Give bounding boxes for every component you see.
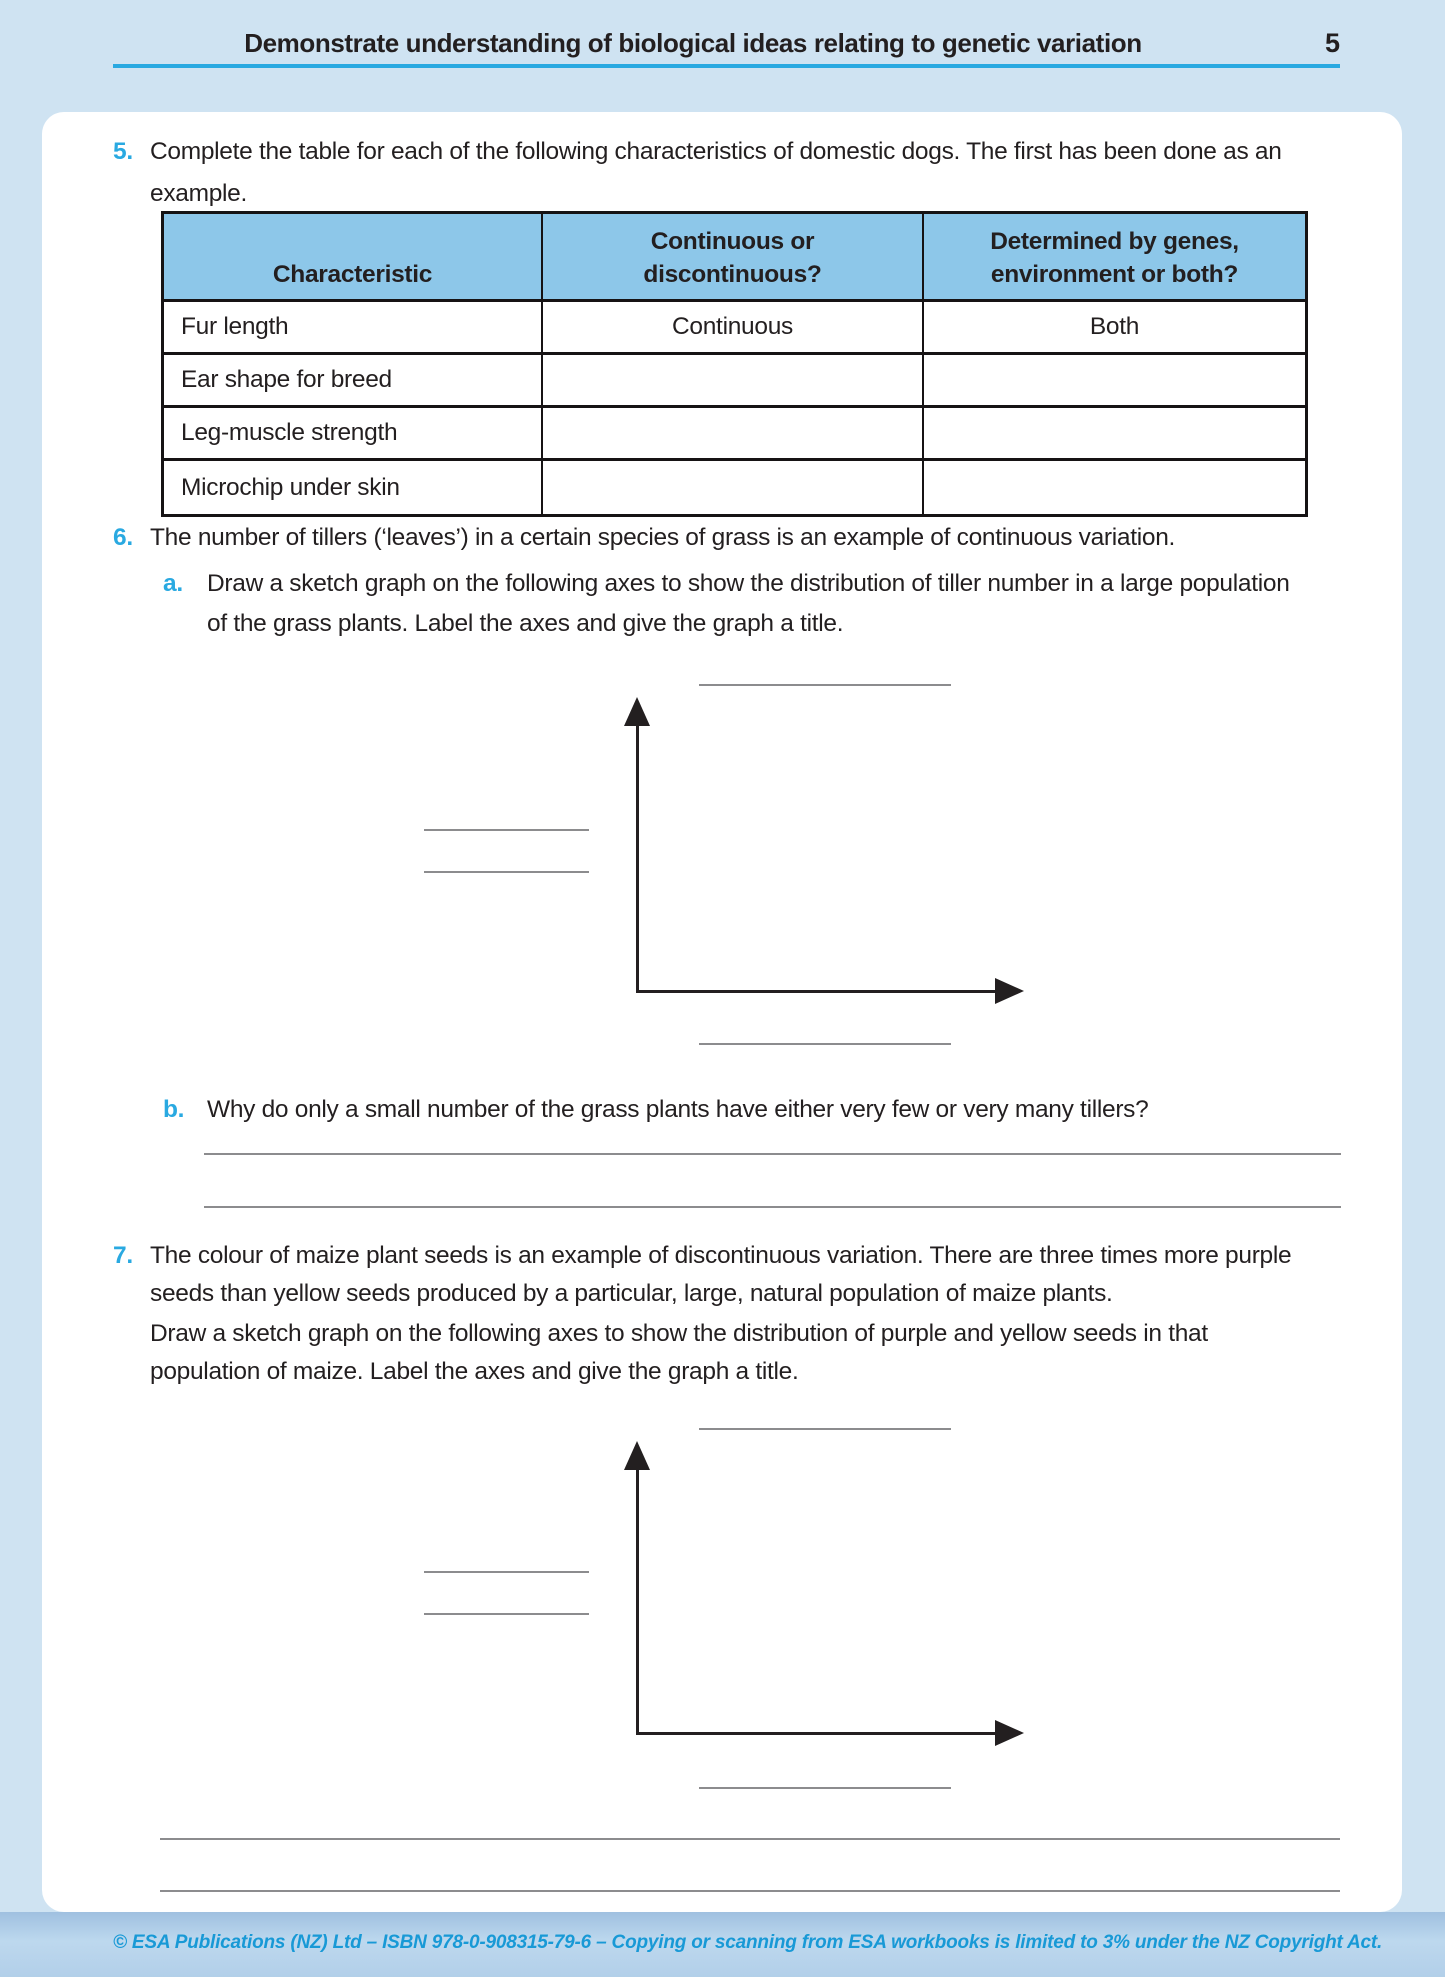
question-6-number: 6. (113, 524, 133, 551)
question-5-number: 5. (113, 138, 133, 165)
question-6-text: The number of tillers (‘leaves’) in a certain species of grass is an example of continuous variation. (150, 524, 1176, 551)
table-header-label-line1: Continuous or (650, 228, 815, 255)
table-header-label-line2: environment or both? (990, 261, 1239, 288)
question-6a-text-line2: of the grass plants. Label the axes and give the graph a title. (207, 610, 844, 637)
graph-1-title-blank-line[interactable] (699, 684, 951, 686)
question-6b-answer-line-1[interactable] (204, 1153, 1341, 1155)
table-cell-continuous: Continuous (543, 302, 924, 355)
graph-1-x-axis-arrowhead (995, 978, 1024, 1004)
question-7-text-line2: seeds than yellow seeds produced by a particular, large, natural population of maize plants. (150, 1280, 1113, 1307)
footer-band (0, 1912, 1445, 1977)
graph-1-y-label-blank-line-2[interactable] (424, 871, 589, 873)
graph-2-title-blank-line[interactable] (699, 1428, 951, 1430)
graph-1-y-axis (636, 722, 639, 993)
question-7-answer-line-1[interactable] (160, 1838, 1340, 1840)
table-header-determined (924, 214, 1305, 302)
graph-1-x-label-blank-line[interactable] (699, 1043, 951, 1045)
graph-2-x-axis-arrowhead (995, 1720, 1024, 1746)
graph-2-y-label-blank-line-2[interactable] (424, 1613, 589, 1615)
table-header-continuous (543, 214, 924, 302)
question-6b-text: Why do only a small number of the grass plants have either very few or very many tillers? (207, 1096, 1149, 1123)
question-5-text-line2: example. (150, 180, 248, 207)
question-6b-label: b. (163, 1096, 185, 1123)
table-header-label-line2: discontinuous? (643, 261, 822, 288)
table-cell-continuous-blank[interactable] (543, 461, 924, 514)
table-cell-determined-blank[interactable] (924, 461, 1305, 514)
graph-2-y-label-blank-line-1[interactable] (424, 1571, 589, 1573)
graph-2-y-axis (636, 1466, 639, 1735)
table-row-characteristic: Leg-muscle strength (164, 408, 543, 461)
question-6a-text-line1: Draw a sketch graph on the following axes to show the distribution of tiller number in a large population (207, 570, 1290, 597)
graph-1-x-axis (636, 990, 998, 993)
question-6b-answer-line-2[interactable] (204, 1206, 1341, 1208)
table-cell-continuous-blank[interactable] (543, 355, 924, 408)
table-row-characteristic: Fur length (164, 302, 543, 355)
table-row-characteristic: Microchip under skin (164, 461, 543, 514)
question-7-text-line3: Draw a sketch graph on the following axes to show the distribution of purple and yellow seeds in that (150, 1320, 1208, 1347)
graph-1-y-label-blank-line-1[interactable] (424, 829, 589, 831)
question-7-answer-line-2[interactable] (160, 1890, 1340, 1892)
graph-1-drawing-area[interactable] (400, 670, 1050, 1060)
page-title: Demonstrate understanding of biological ideas relating to genetic variation (244, 28, 1142, 58)
table-header-characteristic (164, 214, 543, 302)
table-cell-determined-blank[interactable] (924, 355, 1305, 408)
table-cell-continuous-blank[interactable] (543, 408, 924, 461)
table-header-label-line1: Determined by genes, (990, 228, 1239, 255)
table-cell-determined-blank[interactable] (924, 408, 1305, 461)
question-7-text-line4: population of maize. Label the axes and give the graph a title. (150, 1358, 799, 1385)
question-7-text-line1: The colour of maize plant seeds is an example of discontinuous variation. There are three times more purple (150, 1242, 1292, 1269)
graph-2-x-label-blank-line[interactable] (699, 1787, 951, 1789)
table-cell-determined: Both (924, 302, 1305, 355)
graph-2-x-axis (636, 1732, 998, 1735)
question-5-text-line1: Complete the table for each of the following characteristics of domestic dogs. The first has been done as an (150, 138, 1282, 165)
characteristics-table (161, 211, 1308, 517)
page-number: 5 (1324, 28, 1340, 58)
table-header-label: Characteristic (272, 261, 433, 288)
graph-2-drawing-area[interactable] (400, 1415, 1050, 1805)
question-6a-label: a. (163, 570, 183, 597)
header-rule (113, 64, 1340, 68)
question-7-number: 7. (113, 1242, 133, 1269)
table-row-characteristic: Ear shape for breed (164, 355, 543, 408)
footer-copyright-text: © ESA Publications (NZ) Ltd – ISBN 978-0-908315-79-6 – Copying or scanning from ESA workbooks is limited to 3% under the NZ Copyright Act. (113, 1932, 1383, 1953)
